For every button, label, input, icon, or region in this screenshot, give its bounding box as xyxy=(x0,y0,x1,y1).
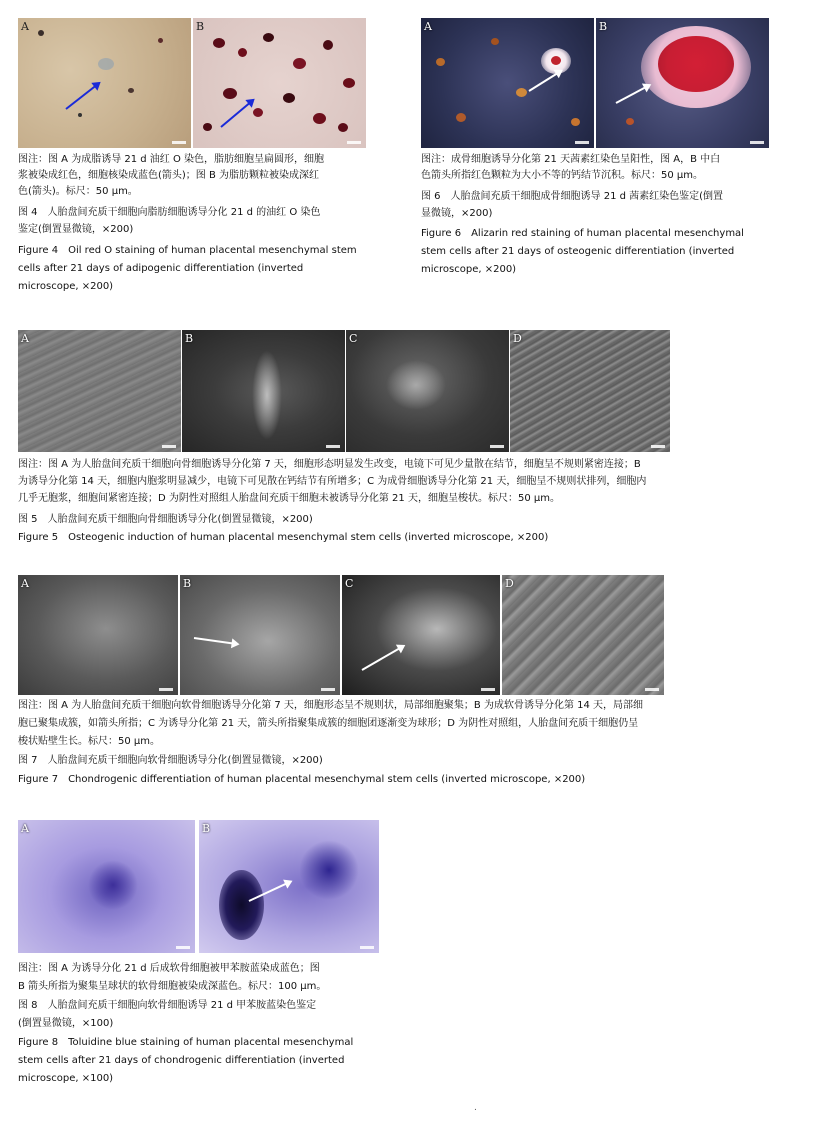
fig5-panel-d-micrograph xyxy=(510,330,670,452)
fig8-title-cn: 图 8 人胎盘间充质干细胞向软骨细胞诱导 21 d 甲苯胺蓝染色鉴定 xyxy=(18,1000,317,1011)
panel-label: D xyxy=(513,332,522,345)
fig8-title-cn: (倒置显微镜，×100) xyxy=(18,1018,114,1029)
fig7-panel-d-micrograph xyxy=(502,575,664,695)
scale-bar xyxy=(347,141,361,144)
panel-label: B xyxy=(196,20,205,33)
fig4-title-en: Figure 4 Oil red O staining of human placental mesenchymal stem xyxy=(18,245,357,256)
panel-label: A xyxy=(21,332,29,345)
fig7-title-en: Figure 7 Chondrogenic differentiation of human placental mesenchymal stem cells (inverted microscope, ×200) xyxy=(18,774,586,785)
fig4-title-en: microscope, ×200) xyxy=(18,281,114,292)
fig7-title-cn: 图 7 人胎盘间充质干细胞向软骨细胞诱导分化(倒置显微镜，×200) xyxy=(18,755,323,766)
fig6-title-en: stem cells after 21 days of osteogenic differentiation (inverted xyxy=(421,246,735,257)
fig8-caption-line: 图注：图 A 为诱导分化 21 d 后成软骨细胞被甲苯胺蓝染成蓝色；图 xyxy=(18,963,320,974)
fig5-caption-line: 为诱导分化第 14 天，细胞内胞浆明显减少，电镜下可见散在钙结节有所增多；C 为成骨细胞诱导分化第 21 天，细胞呈不规则状排列，细胞内 xyxy=(18,476,647,487)
fig7-panel-a-micrograph xyxy=(18,575,178,695)
panel-label: B xyxy=(599,20,608,33)
fig4-title-cn: 图 4 人胎盘间充质干细胞向脂肪细胞诱导分化 21 d 的油红 O 染色 xyxy=(18,207,321,218)
fig4-caption-line: 图注：图 A 为成脂诱导 21 d 油红 O 染色，脂肪细胞呈扁圆形，细胞 xyxy=(18,154,325,165)
scale-bar xyxy=(490,445,504,448)
fig5-caption-line: 图注：图 A 为人胎盘间充质干细胞向骨细胞诱导分化第 7 天，细胞形态明显发生改变，电镜下可见少量散在结节，细胞呈不规则紧密连接；B xyxy=(18,459,641,470)
fig4-title-cn: 鉴定(倒置显微镜，×200) xyxy=(18,224,134,235)
fig7-panel-b-micrograph xyxy=(180,575,340,695)
scale-bar xyxy=(162,445,176,448)
scale-bar xyxy=(481,688,495,691)
scale-bar xyxy=(326,445,340,448)
panel-label: B xyxy=(202,822,211,835)
fig5-caption-line: 几乎无胞浆，细胞间紧密连接；D 为阴性对照组人胎盘间充质干细胞未被诱导分化第 21 天，细胞呈梭状。标尺：50 μm。 xyxy=(18,493,560,504)
scale-bar xyxy=(176,946,190,949)
fig4-caption-line: 浆被染成红色，细胞核染成蓝色(箭头)；图 B 为脂肪颗粒被染成深红 xyxy=(18,170,320,181)
scale-bar xyxy=(172,141,186,144)
fig7-panel-c-micrograph xyxy=(342,575,500,695)
scale-bar xyxy=(575,141,589,144)
fig6-caption-line: 图注：成骨细胞诱导分化第 21 天茜素红染色呈阳性，图 A，B 中白 xyxy=(421,154,721,165)
panel-label: A xyxy=(21,20,29,33)
fig4-caption-line: 色(箭头)。标尺：50 μm。 xyxy=(18,186,138,197)
scale-bar xyxy=(645,688,659,691)
panel-label: A xyxy=(21,822,29,835)
scale-bar xyxy=(321,688,335,691)
fig8-title-en: Figure 8 Toluidine blue staining of human placental mesenchymal xyxy=(18,1037,354,1048)
scale-bar xyxy=(750,141,764,144)
fig7-caption-line: 图注：图 A 为人胎盘间充质干细胞向软骨细胞诱导分化第 7 天，细胞形态呈不规则状，局部细胞聚集；B 为成软骨诱导分化第 14 天，局部细 xyxy=(18,700,644,711)
fig7-caption-line: 胞已聚集成簇，如箭头所指；C 为诱导分化第 21 天，箭头所指聚集成簇的细胞团逐渐变为球形；D 为阴性对照组，人胎盘间充质干细胞仍呈 xyxy=(18,718,639,729)
fig8-title-en: microscope, ×100) xyxy=(18,1073,114,1084)
panel-label: A xyxy=(21,577,29,590)
fig8-caption-line: B 箭头所指为聚集呈球状的软骨细胞被染成深蓝色。标尺：100 μm。 xyxy=(18,981,327,992)
scale-bar xyxy=(651,445,665,448)
fig4-panel-b-micrograph xyxy=(193,18,366,148)
panel-label: B xyxy=(183,577,192,590)
scale-bar xyxy=(159,688,173,691)
scale-bar xyxy=(360,946,374,949)
fig6-caption-line: 色箭头所指红色颗粒为大小不等的钙结节沉积。标尺：50 μm。 xyxy=(421,170,704,181)
fig8-title-en: stem cells after 21 days of chondrogenic differentiation (inverted xyxy=(18,1055,345,1066)
fig4-panel-a-micrograph xyxy=(18,18,191,148)
fig6-title-en: microscope, ×200) xyxy=(421,264,517,275)
fig6-panel-a-micrograph xyxy=(421,18,594,148)
page-footer-mark: . xyxy=(474,1103,477,1113)
panel-label: C xyxy=(349,332,358,345)
fig5-panel-a-micrograph xyxy=(18,330,181,452)
fig8-panel-a-micrograph xyxy=(18,820,195,953)
fig7-caption-line: 梭状贴壁生长。标尺：50 μm。 xyxy=(18,736,161,747)
fig8-panel-b-micrograph xyxy=(199,820,379,953)
panel-label: D xyxy=(505,577,514,590)
fig5-panel-c-micrograph xyxy=(346,330,509,452)
fig6-panel-b-micrograph xyxy=(596,18,769,148)
panel-label: C xyxy=(345,577,354,590)
fig4-title-en: cells after 21 days of adipogenic differentiation (inverted xyxy=(18,263,304,274)
fig6-title-cn: 显微镜，×200) xyxy=(421,208,493,219)
fig5-title-en: Figure 5 Osteogenic induction of human placental mesenchymal stem cells (inverted microscope, ×200) xyxy=(18,532,549,543)
fig6-title-cn: 图 6 人胎盘间充质干细胞成骨细胞诱导 21 d 茜素红染色鉴定(倒置 xyxy=(421,191,724,202)
panel-label: B xyxy=(185,332,194,345)
fig5-title-cn: 图 5 人胎盘间充质干细胞向骨细胞诱导分化(倒置显微镜，×200) xyxy=(18,514,313,525)
panel-label: A xyxy=(424,20,432,33)
fig6-title-en: Figure 6 Alizarin red staining of human placental mesenchymal xyxy=(421,228,744,239)
fig5-panel-b-micrograph xyxy=(182,330,345,452)
